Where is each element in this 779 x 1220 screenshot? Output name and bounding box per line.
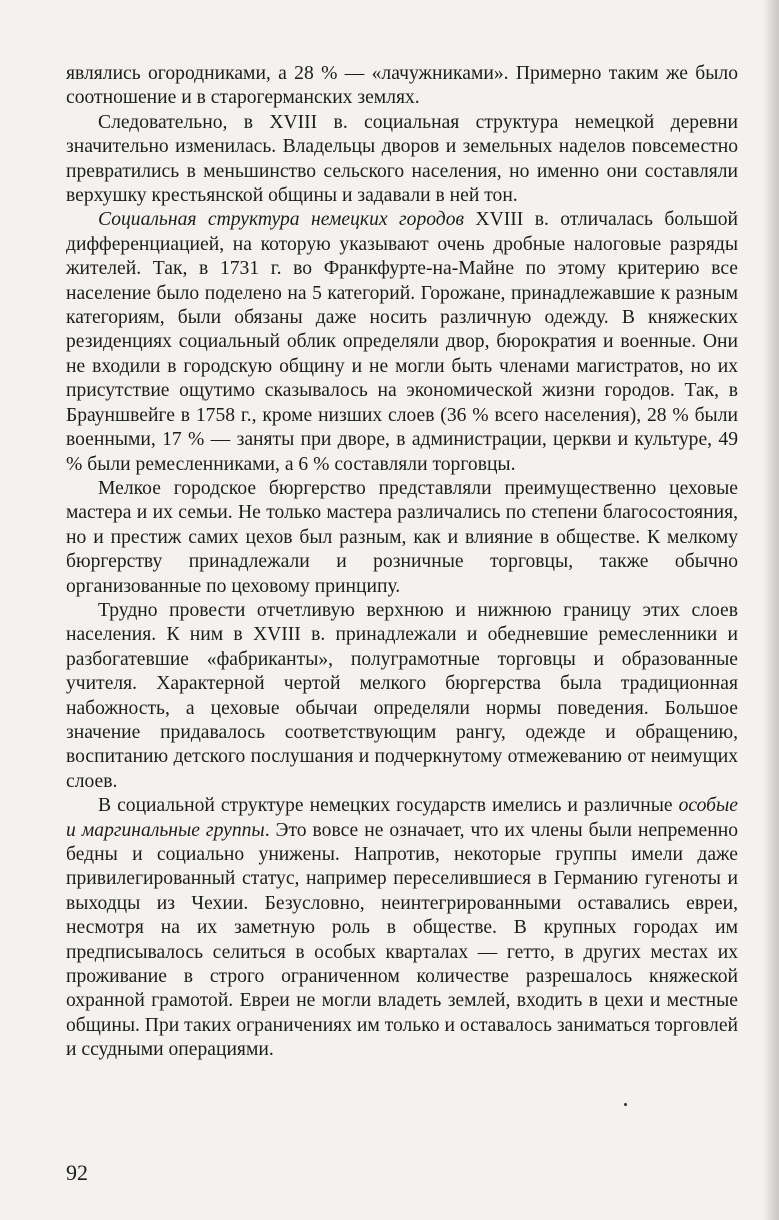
paragraph-boundaries: [66, 599, 738, 794]
ink-dot: [624, 1103, 627, 1106]
paragraph-town-structure: [66, 208, 738, 476]
paragraph-text: . Это вовсе не означает, что их члены были непременно бедны и социально унижены. Напротив, некоторые группы имели даже привилегированный статус, например переселившиеся в Германию гугеноты и выходцы из Чехии. Безусловно, неинтегрированными оставались евреи, несмотря на их заметную роль в обществе. В крупных городах им предписывалось селиться в особых кварталах — гетто, в других местах их проживание в строго ограниченном количестве разрешалось княжеской охранной грамотой. Евреи не могли владеть землей, входить в цехи и местные общины. При таких ограничениях им только и оставалось заниматься торговлей и ссудными операциями.: [66, 819, 738, 1061]
paragraph-text: Мелкое городское бюргерство представляли преимущественно цеховые мастера и их семьи. Не только мастера различались по степени благосостояния, но и престиж самих цехов был разным, как и влияние в обществе. К мелкому бюргерству принадлежали и розничные торговцы, также обычно организованные по цеховому принципу.: [66, 477, 738, 597]
paragraph-marginal-groups: [66, 794, 738, 1062]
italic-term: особые и маргинальные группы: [66, 795, 738, 841]
paragraph-village-structure: [66, 111, 738, 209]
paragraph-petty-burghers: [66, 477, 738, 599]
paragraph-text: Следовательно, в XVIII в. социальная структура немецкой деревни значительно изменилась. Владельцы дворов и земельных наделов повсеместно превратились в меньшинство сельского населения, но именно они составляли верхушку крестьянской общины и задавали в ней тон.: [66, 111, 738, 207]
paragraph-text: Трудно провести отчетливую верхнюю и нижнюю границу этих слоев населения. К ним в XVIII в. принадлежали и обедневшие ремесленники и разбогатевшие «фабриканты», полуграмотные торговцы и образованные учителя. Характерной чертой мелкого бюргерства была традиционная набожность, а цеховые обычаи определяли нормы поведения. Большое значение придавалось соответствующим рангу, одежде и обращению, воспитанию детского послушания и подчеркнутому отмежеванию от неимущих слоев.: [66, 599, 738, 792]
scan-page-edge: [763, 0, 779, 1220]
paragraph-text: XVIII в. отличалась большой дифференциацией, на которую указывают очень дробные налоговые разряды жителей. Так, в 1731 г. во Франкфурте-на-Майне по этому критерию все население было поделено на 5 категорий. Горожане, принадлежавшие к разным категориям, были обязаны даже носить различную одежду. В княжеских резиденциях социальный облик определяли двор, бюрократия и военные. Они не входили в городскую общину и не могли быть членами магистратов, но их присутствие ощутимо сказывалось на экономической жизни городов. Так, в Брауншвейге в 1758 г., кроме низших слоев (36 % всего населения), 28 % были военными, 17 % — заняты при дворе, в администрации, церкви и культуре, 49 % были ремесленниками, а 6 % составляли торговцы.: [66, 209, 738, 475]
page-body-text: [66, 62, 738, 1063]
paragraph-continuation: [66, 62, 738, 111]
italic-heading: Социальная структура немецких городов: [98, 209, 464, 231]
paragraph-text: являлись огородниками, а 28 % — «лачужниками». Примерно таким же было соотношение и в старогерманских землях.: [66, 63, 738, 109]
paragraph-text: В социальной структуре немецких государств имелись и различные: [98, 795, 679, 817]
page-number: 92: [66, 1160, 88, 1185]
